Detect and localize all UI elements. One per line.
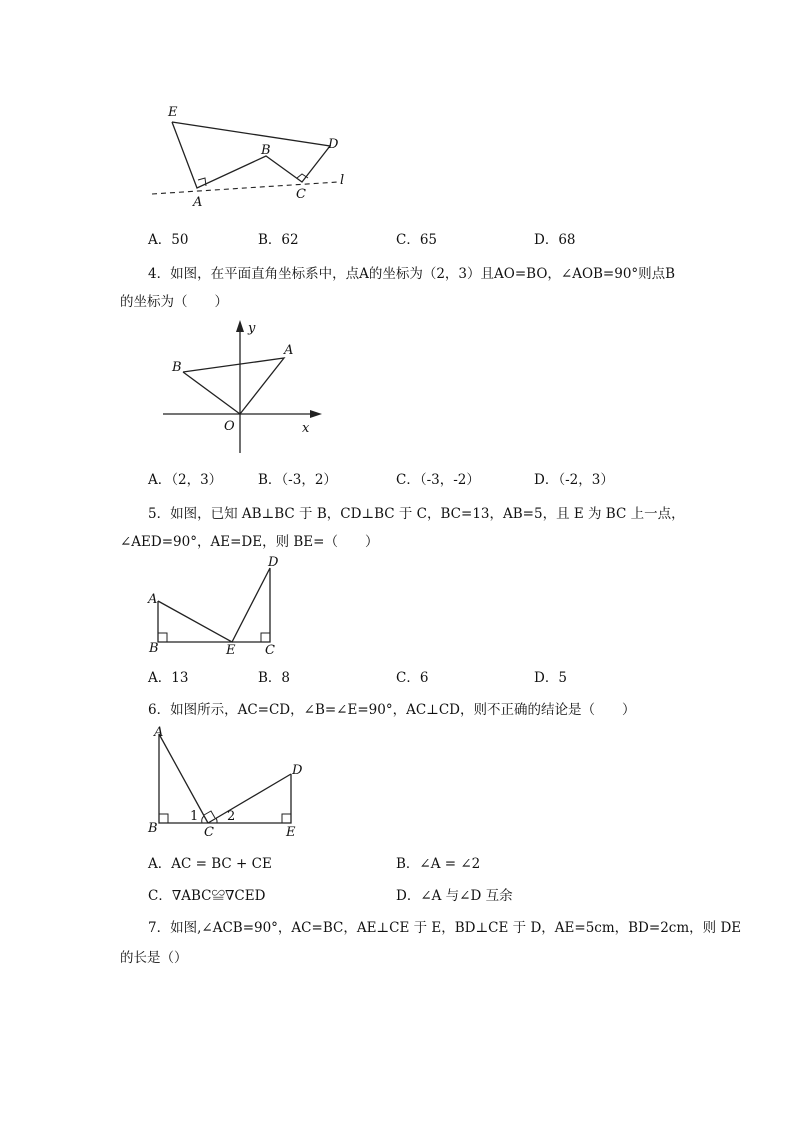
right-angle-e xyxy=(282,814,291,823)
label-E: E xyxy=(226,643,236,658)
q5-text-line2: ∠AED=90°，AE=DE，则 BE=（ ） xyxy=(120,534,379,550)
label-E: E xyxy=(286,825,296,840)
q6-option-d: D．∠A 与∠D 互余 xyxy=(396,888,513,904)
q6-text-line1: 6．如图所示，AC=CD，∠B=∠E=90°，AC⊥CD，则不正确的结论是（ ） xyxy=(148,702,636,718)
label-D: D xyxy=(328,137,339,152)
q3-option-b: B．62 xyxy=(258,232,299,248)
label-A: A xyxy=(148,592,158,607)
label-A: A xyxy=(154,725,164,740)
triangle-boa xyxy=(183,358,284,414)
label-B: B xyxy=(172,360,182,375)
label-C: C xyxy=(265,643,275,658)
right-angle-b xyxy=(158,633,167,642)
q3-option-c: C．65 xyxy=(396,232,438,248)
figure-q4 xyxy=(158,318,338,458)
q7-text-line2: 的长是（） xyxy=(120,950,188,966)
polyline-EADCBA xyxy=(172,122,330,188)
right-angle-b xyxy=(159,814,168,823)
q4-option-c: C．（-3，-2） xyxy=(396,472,480,488)
label-C: C xyxy=(204,825,214,840)
q6-option-b: B．∠A = ∠2 xyxy=(396,856,481,872)
label-D: D xyxy=(268,555,279,570)
dashed-line-l xyxy=(152,182,338,194)
figure-q3 xyxy=(140,98,380,208)
right-angle-c xyxy=(261,633,270,642)
label-O: O xyxy=(224,419,235,434)
label-A: A xyxy=(193,195,203,210)
x-axis-arrow xyxy=(310,410,322,418)
label-B: B xyxy=(261,143,271,158)
q6-option-c: C．∇ABC≌∇CED xyxy=(148,888,266,904)
angle-arc-2 xyxy=(216,818,217,823)
q5-option-d: D．5 xyxy=(534,670,567,686)
right-angle-c xyxy=(204,811,215,818)
q3-option-d: D．68 xyxy=(534,232,576,248)
segment-ac xyxy=(159,734,208,823)
label-C: C xyxy=(296,187,306,202)
q4-text-line2: 的坐标为（ ） xyxy=(120,294,228,310)
label-x: x xyxy=(302,421,310,436)
label-y: y xyxy=(248,321,256,336)
y-axis-arrow xyxy=(236,320,244,332)
q4-text-line1: 4．如图，在平面直角坐标系中，点A的坐标为（2，3）且AO=BO，∠AOB=90°则点B xyxy=(148,266,676,282)
q5-option-c: C．6 xyxy=(396,670,429,686)
label-l: l xyxy=(340,173,345,188)
angle-arc-1 xyxy=(202,816,204,823)
segment-cd xyxy=(208,774,291,823)
q3-option-a: A．50 xyxy=(148,232,189,248)
label-2: 2 xyxy=(227,809,236,824)
label-D: D xyxy=(292,763,303,778)
label-A: A xyxy=(284,343,294,358)
q5-option-a: A．13 xyxy=(148,670,189,686)
polyline-abcde xyxy=(158,568,270,642)
q4-option-b: B．（-3，2） xyxy=(258,472,337,488)
q5-text-line1: 5．如图，已知 AB⊥BC 于 B，CD⊥BC 于 C，BC=13，AB=5，且 E 为 BC 上一点， xyxy=(148,506,685,522)
label-B: B xyxy=(148,821,158,836)
q4-option-a: A．（2，3） xyxy=(148,472,223,488)
q4-option-d: D．（-2，3） xyxy=(534,472,614,488)
label-E: E xyxy=(168,105,178,120)
figure-q5 xyxy=(144,556,294,656)
figure-q6 xyxy=(144,722,314,842)
q5-option-b: B．8 xyxy=(258,670,291,686)
q6-option-a: A．AC = BC + CE xyxy=(148,856,272,872)
q7-text-line1: 7．如图,∠ACB=90°，AC=BC，AE⊥CE 于 E，BD⊥CE 于 D，AE=5cm，BD=2cm，则 DE xyxy=(148,920,742,936)
polyline-abed xyxy=(159,734,291,823)
label-1: 1 xyxy=(190,809,199,824)
label-B: B xyxy=(149,641,159,656)
